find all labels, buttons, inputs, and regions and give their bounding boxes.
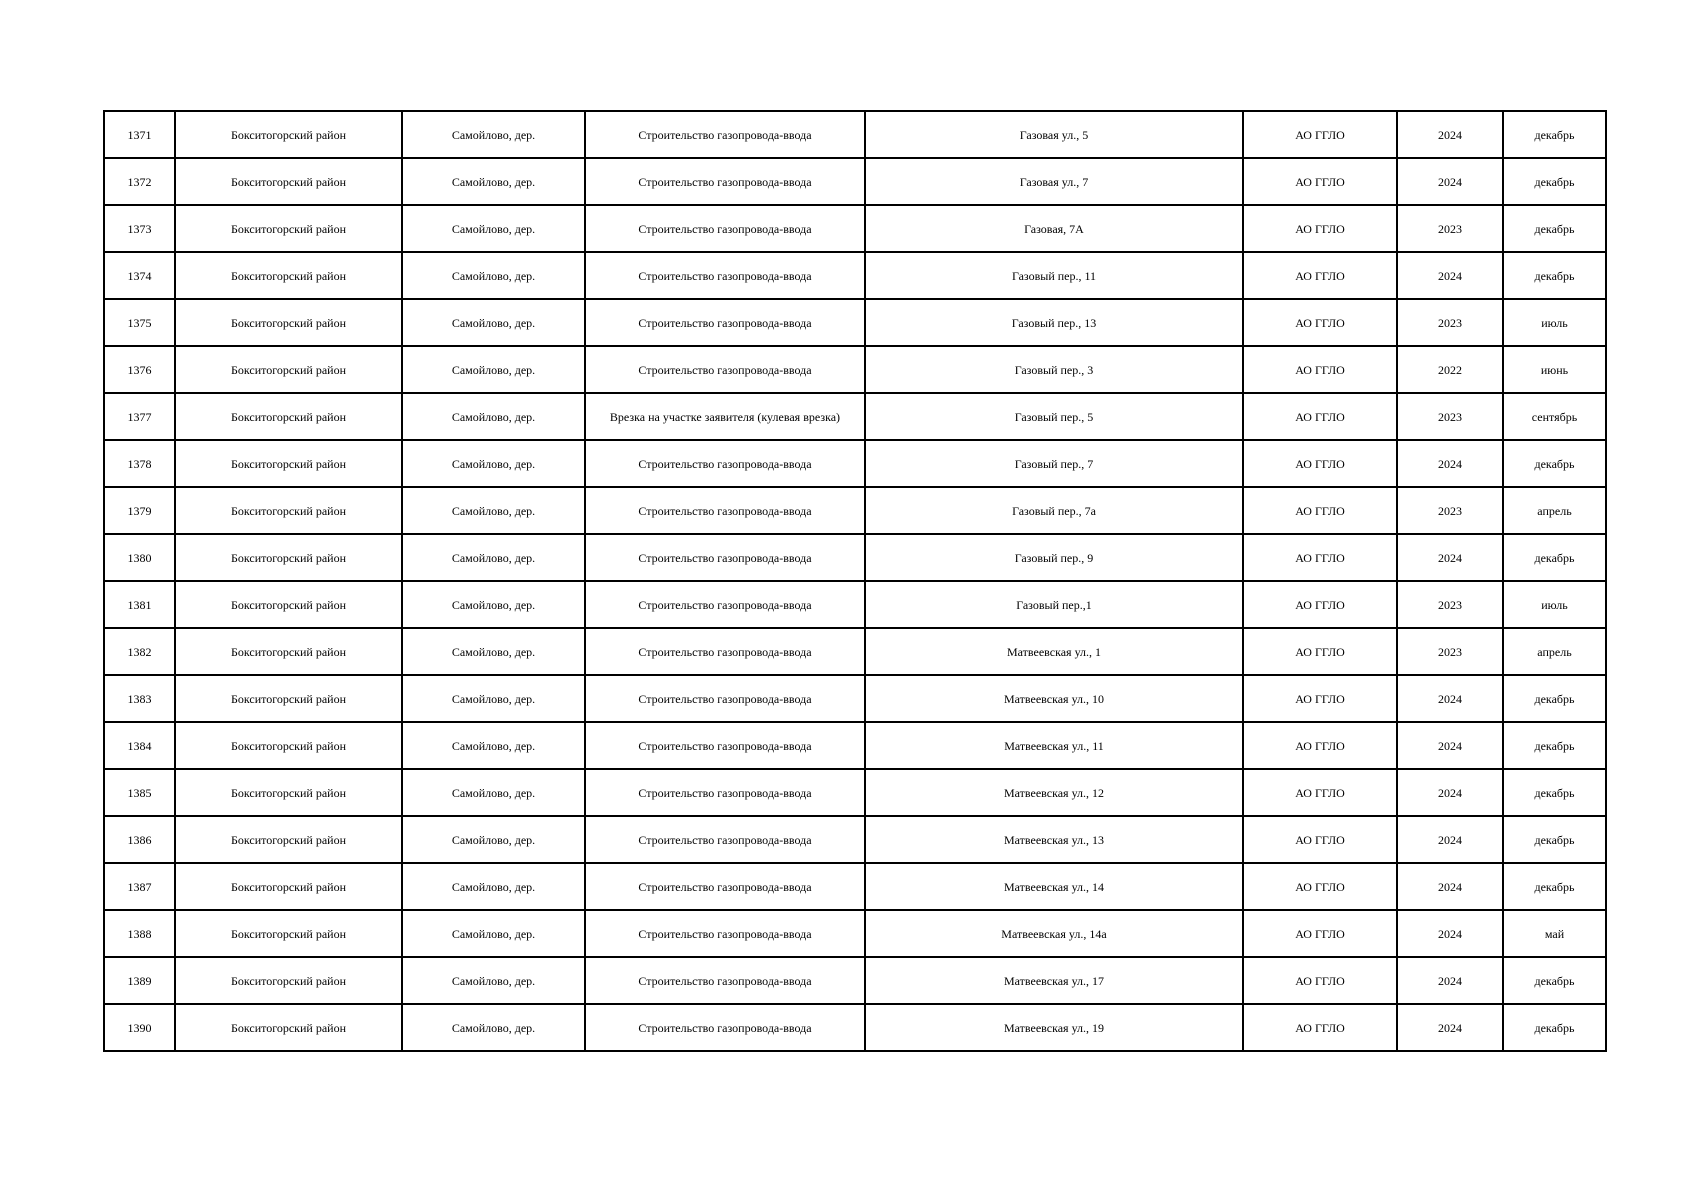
row-number-cell: 1373	[104, 205, 175, 252]
month-cell: декабрь	[1503, 205, 1606, 252]
month-cell: декабрь	[1503, 957, 1606, 1004]
organization-cell: АО ГГЛО	[1243, 910, 1397, 957]
row-number-cell: 1386	[104, 816, 175, 863]
year-cell: 2023	[1397, 205, 1503, 252]
work-type-cell: Строительство газопровода-ввода	[585, 205, 865, 252]
month-cell: декабрь	[1503, 1004, 1606, 1051]
row-number-cell: 1382	[104, 628, 175, 675]
row-number-cell: 1371	[104, 111, 175, 158]
work-type-cell: Строительство газопровода-ввода	[585, 252, 865, 299]
table-row	[104, 205, 1606, 252]
work-type-cell: Врезка на участке заявителя (кулевая врезка)	[585, 393, 865, 440]
row-number-cell: 1387	[104, 863, 175, 910]
address-cell: Газовый пер., 7	[865, 440, 1243, 487]
work-type-cell: Строительство газопровода-ввода	[585, 1004, 865, 1051]
year-cell: 2023	[1397, 628, 1503, 675]
row-number-cell: 1372	[104, 158, 175, 205]
work-type-cell: Строительство газопровода-ввода	[585, 957, 865, 1004]
work-type-cell: Строительство газопровода-ввода	[585, 534, 865, 581]
month-cell: апрель	[1503, 487, 1606, 534]
year-cell: 2024	[1397, 910, 1503, 957]
district-cell: Бокситогорский район	[175, 816, 402, 863]
table-row	[104, 910, 1606, 957]
address-cell: Газовый пер.,1	[865, 581, 1243, 628]
work-type-cell: Строительство газопровода-ввода	[585, 816, 865, 863]
table-body	[104, 111, 1606, 1051]
year-cell: 2024	[1397, 440, 1503, 487]
table-row	[104, 534, 1606, 581]
year-cell: 2024	[1397, 675, 1503, 722]
district-cell: Бокситогорский район	[175, 346, 402, 393]
address-cell: Газовая ул., 5	[865, 111, 1243, 158]
work-type-cell: Строительство газопровода-ввода	[585, 628, 865, 675]
work-type-cell: Строительство газопровода-ввода	[585, 158, 865, 205]
district-cell: Бокситогорский район	[175, 722, 402, 769]
organization-cell: АО ГГЛО	[1243, 816, 1397, 863]
locality-cell: Самойлово, дер.	[402, 1004, 585, 1051]
locality-cell: Самойлово, дер.	[402, 628, 585, 675]
district-cell: Бокситогорский район	[175, 910, 402, 957]
row-number-cell: 1378	[104, 440, 175, 487]
table-row	[104, 581, 1606, 628]
locality-cell: Самойлово, дер.	[402, 205, 585, 252]
district-cell: Бокситогорский район	[175, 581, 402, 628]
district-cell: Бокситогорский район	[175, 299, 402, 346]
row-number-cell: 1385	[104, 769, 175, 816]
year-cell: 2023	[1397, 299, 1503, 346]
row-number-cell: 1388	[104, 910, 175, 957]
year-cell: 2023	[1397, 581, 1503, 628]
year-cell: 2024	[1397, 534, 1503, 581]
work-type-cell: Строительство газопровода-ввода	[585, 910, 865, 957]
year-cell: 2024	[1397, 1004, 1503, 1051]
row-number-cell: 1381	[104, 581, 175, 628]
address-cell: Матвеевская ул., 17	[865, 957, 1243, 1004]
locality-cell: Самойлово, дер.	[402, 769, 585, 816]
district-cell: Бокситогорский район	[175, 628, 402, 675]
organization-cell: АО ГГЛО	[1243, 299, 1397, 346]
district-cell: Бокситогорский район	[175, 393, 402, 440]
work-type-cell: Строительство газопровода-ввода	[585, 722, 865, 769]
table-row	[104, 957, 1606, 1004]
table-row	[104, 863, 1606, 910]
row-number-cell: 1379	[104, 487, 175, 534]
address-cell: Газовый пер., 5	[865, 393, 1243, 440]
locality-cell: Самойлово, дер.	[402, 722, 585, 769]
month-cell: июнь	[1503, 346, 1606, 393]
work-type-cell: Строительство газопровода-ввода	[585, 299, 865, 346]
table-row	[104, 299, 1606, 346]
month-cell: декабрь	[1503, 675, 1606, 722]
organization-cell: АО ГГЛО	[1243, 487, 1397, 534]
district-cell: Бокситогорский район	[175, 440, 402, 487]
table-row	[104, 1004, 1606, 1051]
address-cell: Матвеевская ул., 19	[865, 1004, 1243, 1051]
address-cell: Матвеевская ул., 12	[865, 769, 1243, 816]
month-cell: декабрь	[1503, 863, 1606, 910]
table-row	[104, 346, 1606, 393]
address-cell: Матвеевская ул., 10	[865, 675, 1243, 722]
table-row	[104, 722, 1606, 769]
month-cell: декабрь	[1503, 769, 1606, 816]
work-type-cell: Строительство газопровода-ввода	[585, 487, 865, 534]
locality-cell: Самойлово, дер.	[402, 910, 585, 957]
month-cell: декабрь	[1503, 158, 1606, 205]
month-cell: июль	[1503, 581, 1606, 628]
district-cell: Бокситогорский район	[175, 769, 402, 816]
locality-cell: Самойлово, дер.	[402, 252, 585, 299]
year-cell: 2023	[1397, 393, 1503, 440]
organization-cell: АО ГГЛО	[1243, 863, 1397, 910]
district-cell: Бокситогорский район	[175, 534, 402, 581]
organization-cell: АО ГГЛО	[1243, 205, 1397, 252]
year-cell: 2024	[1397, 252, 1503, 299]
locality-cell: Самойлово, дер.	[402, 675, 585, 722]
district-cell: Бокситогорский район	[175, 252, 402, 299]
locality-cell: Самойлово, дер.	[402, 440, 585, 487]
address-cell: Газовый пер., 13	[865, 299, 1243, 346]
locality-cell: Самойлово, дер.	[402, 957, 585, 1004]
month-cell: декабрь	[1503, 816, 1606, 863]
locality-cell: Самойлово, дер.	[402, 158, 585, 205]
year-cell: 2024	[1397, 769, 1503, 816]
table-row	[104, 487, 1606, 534]
month-cell: декабрь	[1503, 252, 1606, 299]
row-number-cell: 1390	[104, 1004, 175, 1051]
work-type-cell: Строительство газопровода-ввода	[585, 346, 865, 393]
row-number-cell: 1380	[104, 534, 175, 581]
district-cell: Бокситогорский район	[175, 158, 402, 205]
row-number-cell: 1377	[104, 393, 175, 440]
organization-cell: АО ГГЛО	[1243, 158, 1397, 205]
address-cell: Матвеевская ул., 13	[865, 816, 1243, 863]
row-number-cell: 1375	[104, 299, 175, 346]
organization-cell: АО ГГЛО	[1243, 581, 1397, 628]
work-type-cell: Строительство газопровода-ввода	[585, 675, 865, 722]
row-number-cell: 1374	[104, 252, 175, 299]
work-type-cell: Строительство газопровода-ввода	[585, 440, 865, 487]
year-cell: 2024	[1397, 816, 1503, 863]
district-cell: Бокситогорский район	[175, 205, 402, 252]
table-row	[104, 675, 1606, 722]
year-cell: 2024	[1397, 957, 1503, 1004]
month-cell: декабрь	[1503, 722, 1606, 769]
organization-cell: АО ГГЛО	[1243, 440, 1397, 487]
table-row	[104, 111, 1606, 158]
address-cell: Матвеевская ул., 14	[865, 863, 1243, 910]
address-cell: Газовая, 7А	[865, 205, 1243, 252]
row-number-cell: 1383	[104, 675, 175, 722]
locality-cell: Самойлово, дер.	[402, 111, 585, 158]
address-cell: Газовая ул., 7	[865, 158, 1243, 205]
organization-cell: АО ГГЛО	[1243, 675, 1397, 722]
address-cell: Матвеевская ул., 14а	[865, 910, 1243, 957]
organization-cell: АО ГГЛО	[1243, 534, 1397, 581]
table-row	[104, 628, 1606, 675]
address-cell: Газовый пер., 3	[865, 346, 1243, 393]
organization-cell: АО ГГЛО	[1243, 722, 1397, 769]
month-cell: декабрь	[1503, 440, 1606, 487]
locality-cell: Самойлово, дер.	[402, 393, 585, 440]
locality-cell: Самойлово, дер.	[402, 299, 585, 346]
address-cell: Матвеевская ул., 1	[865, 628, 1243, 675]
district-cell: Бокситогорский район	[175, 1004, 402, 1051]
year-cell: 2024	[1397, 722, 1503, 769]
locality-cell: Самойлово, дер.	[402, 581, 585, 628]
locality-cell: Самойлово, дер.	[402, 346, 585, 393]
table-row	[104, 393, 1606, 440]
locality-cell: Самойлово, дер.	[402, 863, 585, 910]
organization-cell: АО ГГЛО	[1243, 769, 1397, 816]
month-cell: июль	[1503, 299, 1606, 346]
locality-cell: Самойлово, дер.	[402, 534, 585, 581]
month-cell: декабрь	[1503, 534, 1606, 581]
month-cell: сентябрь	[1503, 393, 1606, 440]
year-cell: 2024	[1397, 158, 1503, 205]
address-cell: Газовый пер., 9	[865, 534, 1243, 581]
table-row	[104, 769, 1606, 816]
gas-connection-table	[103, 110, 1607, 1052]
organization-cell: АО ГГЛО	[1243, 111, 1397, 158]
row-number-cell: 1389	[104, 957, 175, 1004]
organization-cell: АО ГГЛО	[1243, 1004, 1397, 1051]
district-cell: Бокситогорский район	[175, 487, 402, 534]
year-cell: 2024	[1397, 863, 1503, 910]
work-type-cell: Строительство газопровода-ввода	[585, 111, 865, 158]
district-cell: Бокситогорский район	[175, 957, 402, 1004]
district-cell: Бокситогорский район	[175, 863, 402, 910]
work-type-cell: Строительство газопровода-ввода	[585, 863, 865, 910]
month-cell: апрель	[1503, 628, 1606, 675]
address-cell: Газовый пер., 11	[865, 252, 1243, 299]
organization-cell: АО ГГЛО	[1243, 628, 1397, 675]
year-cell: 2023	[1397, 487, 1503, 534]
locality-cell: Самойлово, дер.	[402, 816, 585, 863]
table-row	[104, 440, 1606, 487]
address-cell: Матвеевская ул., 11	[865, 722, 1243, 769]
year-cell: 2024	[1397, 111, 1503, 158]
district-cell: Бокситогорский район	[175, 675, 402, 722]
table-row	[104, 252, 1606, 299]
table-row	[104, 158, 1606, 205]
organization-cell: АО ГГЛО	[1243, 393, 1397, 440]
organization-cell: АО ГГЛО	[1243, 346, 1397, 393]
month-cell: май	[1503, 910, 1606, 957]
district-cell: Бокситогорский район	[175, 111, 402, 158]
organization-cell: АО ГГЛО	[1243, 957, 1397, 1004]
month-cell: декабрь	[1503, 111, 1606, 158]
year-cell: 2022	[1397, 346, 1503, 393]
work-type-cell: Строительство газопровода-ввода	[585, 769, 865, 816]
row-number-cell: 1384	[104, 722, 175, 769]
row-number-cell: 1376	[104, 346, 175, 393]
locality-cell: Самойлово, дер.	[402, 487, 585, 534]
work-type-cell: Строительство газопровода-ввода	[585, 581, 865, 628]
address-cell: Газовый пер., 7а	[865, 487, 1243, 534]
table-row	[104, 816, 1606, 863]
organization-cell: АО ГГЛО	[1243, 252, 1397, 299]
